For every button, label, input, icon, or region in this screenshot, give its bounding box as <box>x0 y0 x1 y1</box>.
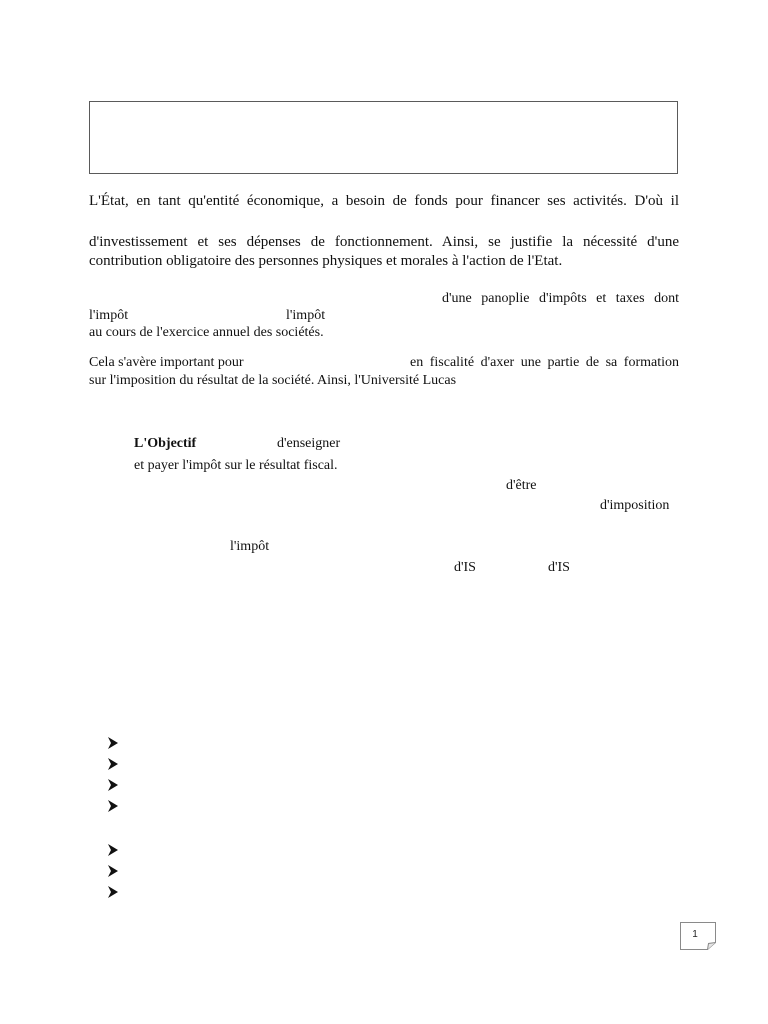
para2-fragment-1: d'une panoplie d'impôts et taxes dont <box>442 291 679 306</box>
arrowhead-bullet-icon <box>106 843 120 857</box>
arrowhead-bullet-icon <box>106 799 120 813</box>
page-number: 1 <box>692 929 698 940</box>
para2-fragment-2: l'impôt <box>89 308 129 323</box>
arrowhead-bullet-icon <box>106 885 120 899</box>
intro-line-2: d'investissement et ses dépenses de fonctionnement. Ainsi, se justifie la nécessité d'une <box>89 234 679 250</box>
objective-line-2: et payer l'impôt sur le résultat fiscal. <box>134 458 338 473</box>
objective-fragment-impot: l'impôt <box>230 539 270 554</box>
para2-fragment-3: l'impôt <box>286 308 326 323</box>
intro-line-3: contribution obligatoire des personnes physiques et morales à l'action de l'Etat. <box>89 253 563 269</box>
arrowhead-bullet-icon <box>106 778 120 792</box>
para3-fragment-2: en fiscalité d'axer une partie de sa formation <box>410 355 679 370</box>
objective-fragment-1: d'enseigner <box>277 436 341 451</box>
para2-line-3: au cours de l'exercice annuel des sociétés. <box>89 325 324 340</box>
page-number-box <box>680 922 716 950</box>
intro-line-1: L'État, en tant qu'entité économique, a besoin de fonds pour financer ses activités. D'où il <box>89 193 679 209</box>
arrowhead-bullet-icon <box>106 864 120 878</box>
arrowhead-bullet-icon <box>106 757 120 771</box>
para3-line-2: sur l'imposition du résultat de la société. Ainsi, l'Université Lucas <box>89 373 457 388</box>
objective-fragment-imposition: d'imposition <box>600 498 670 513</box>
objective-fragment-is-1: d'IS <box>454 560 476 575</box>
arrowhead-bullet-icon <box>106 736 120 750</box>
para3-fragment-1: Cela s'avère important pour <box>89 355 244 370</box>
objective-fragment-is-2: d'IS <box>548 560 570 575</box>
objective-fragment-etre: d'être <box>506 478 537 493</box>
objective-label: L'Objectif <box>134 436 197 451</box>
title-box <box>89 101 678 174</box>
